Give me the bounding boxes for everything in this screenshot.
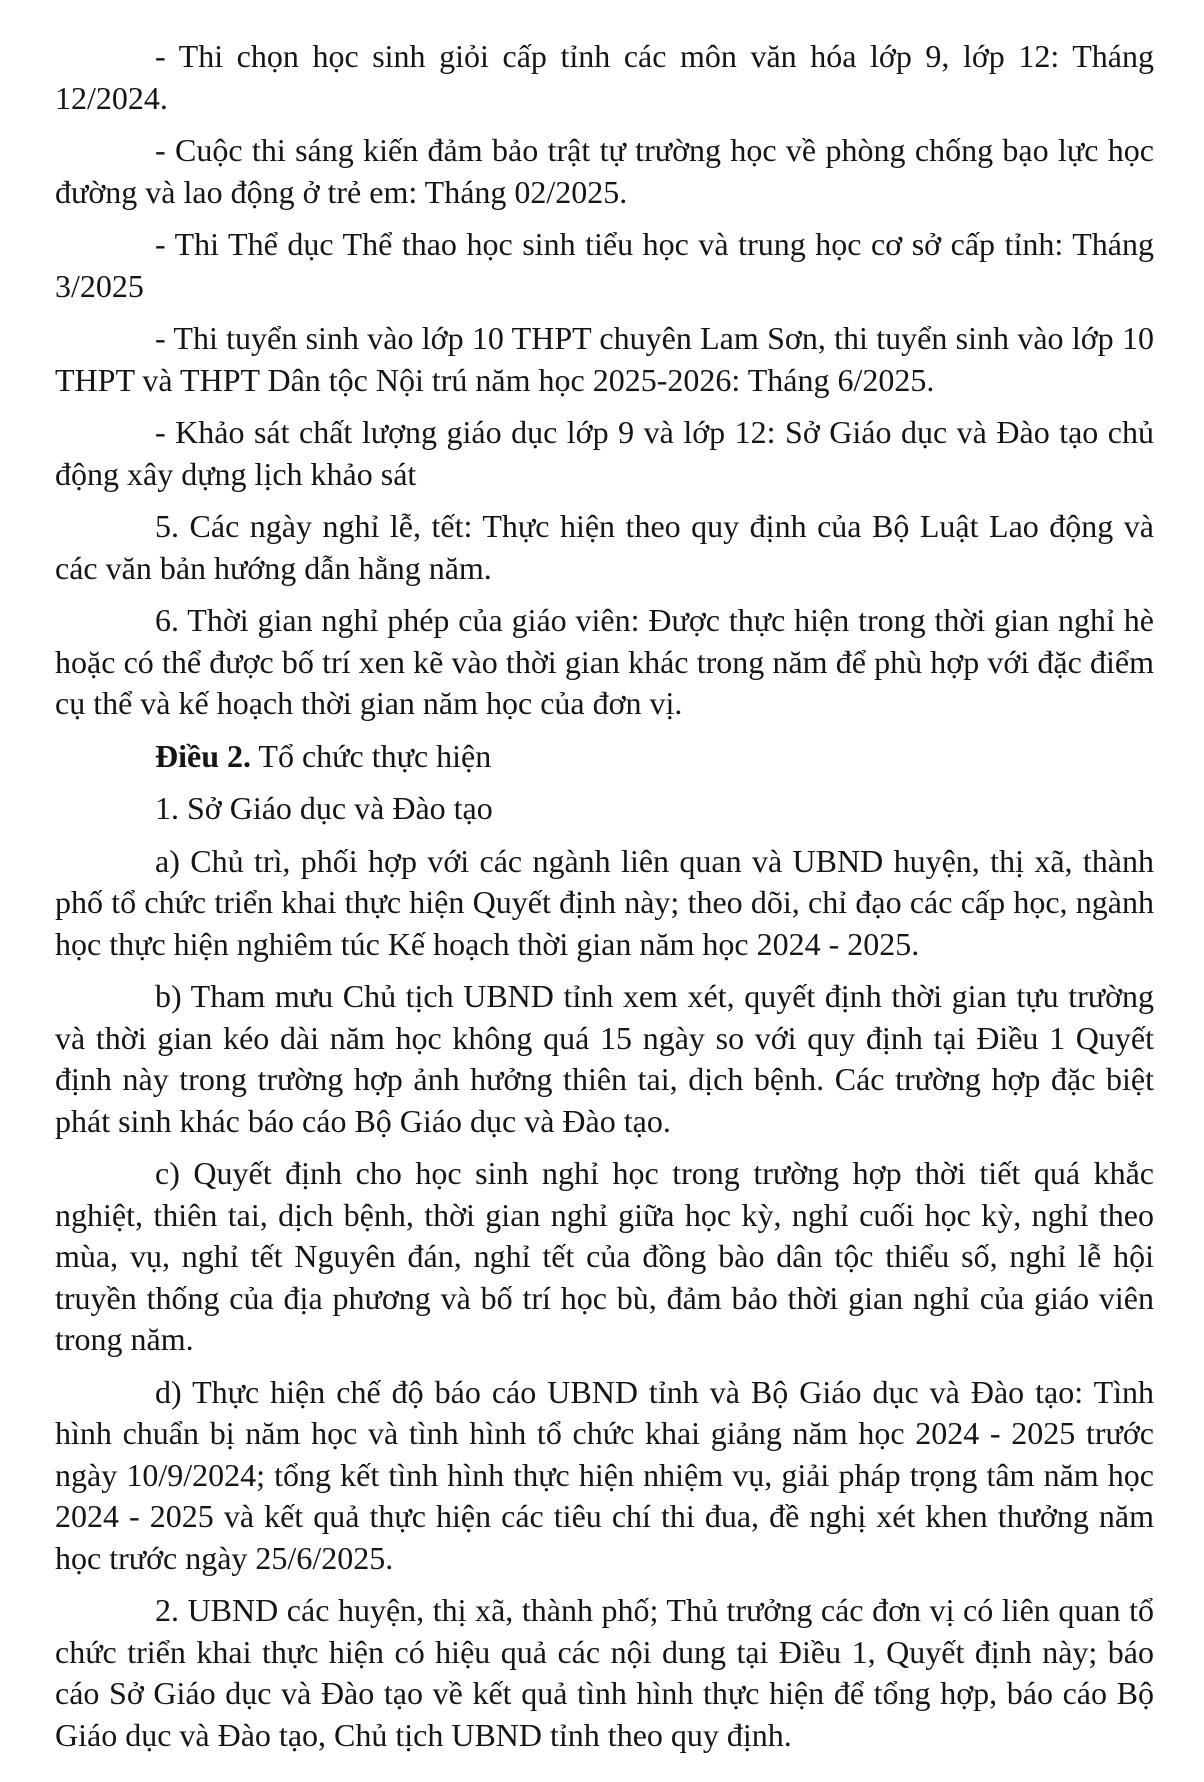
item-b: b) Tham mưu Chủ tịch UBND tỉnh xem xét, quyết định thời gian tựu trường và thời gian kéo dài năm học không quá 15 ngày so với quy định tại Điều 1 Quyết định này trong trường hợp ảnh hưởng thiên tai, dịch bệnh. Các trường hợp đặc biệt phát sinh khác báo cáo Bộ Giáo dục và Đào tạo.	[55, 978, 1154, 1139]
paragraph-teacher-leave: 6. Thời gian nghỉ phép của giáo viên: Được thực hiện trong thời gian nghỉ hè hoặc có thể được bố trí xen kẽ vào thời gian khác trong năm để phù hợp với đặc điểm cụ thể và kế hoạch thời gian năm học của đơn vị.	[55, 602, 1154, 721]
item-c: c) Quyết định cho học sinh nghỉ học trong trường hợp thời tiết quá khắc nghiệt, thiên tai, dịch bệnh, thời gian nghỉ giữa học kỳ, nghỉ cuối học kỳ, nghỉ theo mùa, vụ, nghỉ tết Nguyên đán, nghỉ tết của đồng bào dân tộc thiểu số, nghỉ lễ hội truyền thống của địa phương và bố trí học bù, đảm bảo thời gian nghỉ của giáo viên trong năm.	[55, 1155, 1154, 1357]
section-2-paragraph: 2. UBND các huyện, thị xã, thành phố; Thủ trưởng các đơn vị có liên quan tổ chức triển khai thực hiện có hiệu quả các nội dung tại Điều 1, Quyết định này; báo cáo Sở Giáo dục và Đào tạo về kết quả tình hình thực hiện để tổng hợp, báo cáo Bộ Giáo dục và Đào tạo, Chủ tịch UBND tỉnh theo quy định.	[55, 1592, 1154, 1753]
item-d: d) Thực hiện chế độ báo cáo UBND tỉnh và Bộ Giáo dục và Đào tạo: Tình hình chuẩn bị năm học và tình hình tổ chức khai giảng năm học 2024 - 2025 trước ngày 10/9/2024; tổng kết tình hình thực hiện nhiệm vụ, giải pháp trọng tâm năm học 2024 - 2025 và kết quả thực hiện các tiêu chí thi đua, đề nghị xét khen thưởng năm học trước ngày 25/6/2025.	[55, 1373, 1154, 1576]
article-2-label: Điều 2.	[155, 737, 251, 774]
section-1-heading: 1. Sở Giáo dục và Đào tạo	[155, 790, 493, 826]
paragraph-hsg-exam: - Thi chọn học sinh giỏi cấp tỉnh các môn văn hóa lớp 9, lớp 12: Tháng 12/2024.	[55, 38, 1154, 116]
paragraph-holidays: 5. Các ngày nghỉ lễ, tết: Thực hiện theo quy định của Bộ Luật Lao động và các văn bản hướng dẫn hằng năm.	[55, 508, 1154, 586]
paragraph-innovation-contest: - Cuộc thi sáng kiến đảm bảo trật tự trường học về phòng chống bạo lực học đường và lao động ở trẻ em: Tháng 02/2025.	[55, 132, 1154, 210]
paragraph-admission-exam: - Thi tuyển sinh vào lớp 10 THPT chuyên Lam Sơn, thi tuyển sinh vào lớp 10 THPT và THPT Dân tộc Nội trú năm học 2025-2026: Tháng 6/2025.	[55, 320, 1154, 398]
paragraph-quality-survey: - Khảo sát chất lượng giáo dục lớp 9 và lớp 12: Sở Giáo dục và Đào tạo chủ động xây dựng lịch khảo sát	[55, 414, 1154, 492]
article-2-heading	[55, 736, 1154, 778]
article-2-title: Tổ chức thực hiện	[251, 737, 492, 774]
item-a: a) Chủ trì, phối hợp với các ngành liên quan và UBND huyện, thị xã, thành phố tổ chức triển khai thực hiện Quyết định này; theo dõi, chỉ đạo các cấp học, ngành học thực hiện nghiêm túc Kế hoạch thời gian năm học 2024 - 2025.	[55, 842, 1154, 962]
paragraph-sports-contest: - Thi Thể dục Thể thao học sinh tiểu học và trung học cơ sở cấp tỉnh: Tháng 3/2025	[55, 226, 1154, 304]
